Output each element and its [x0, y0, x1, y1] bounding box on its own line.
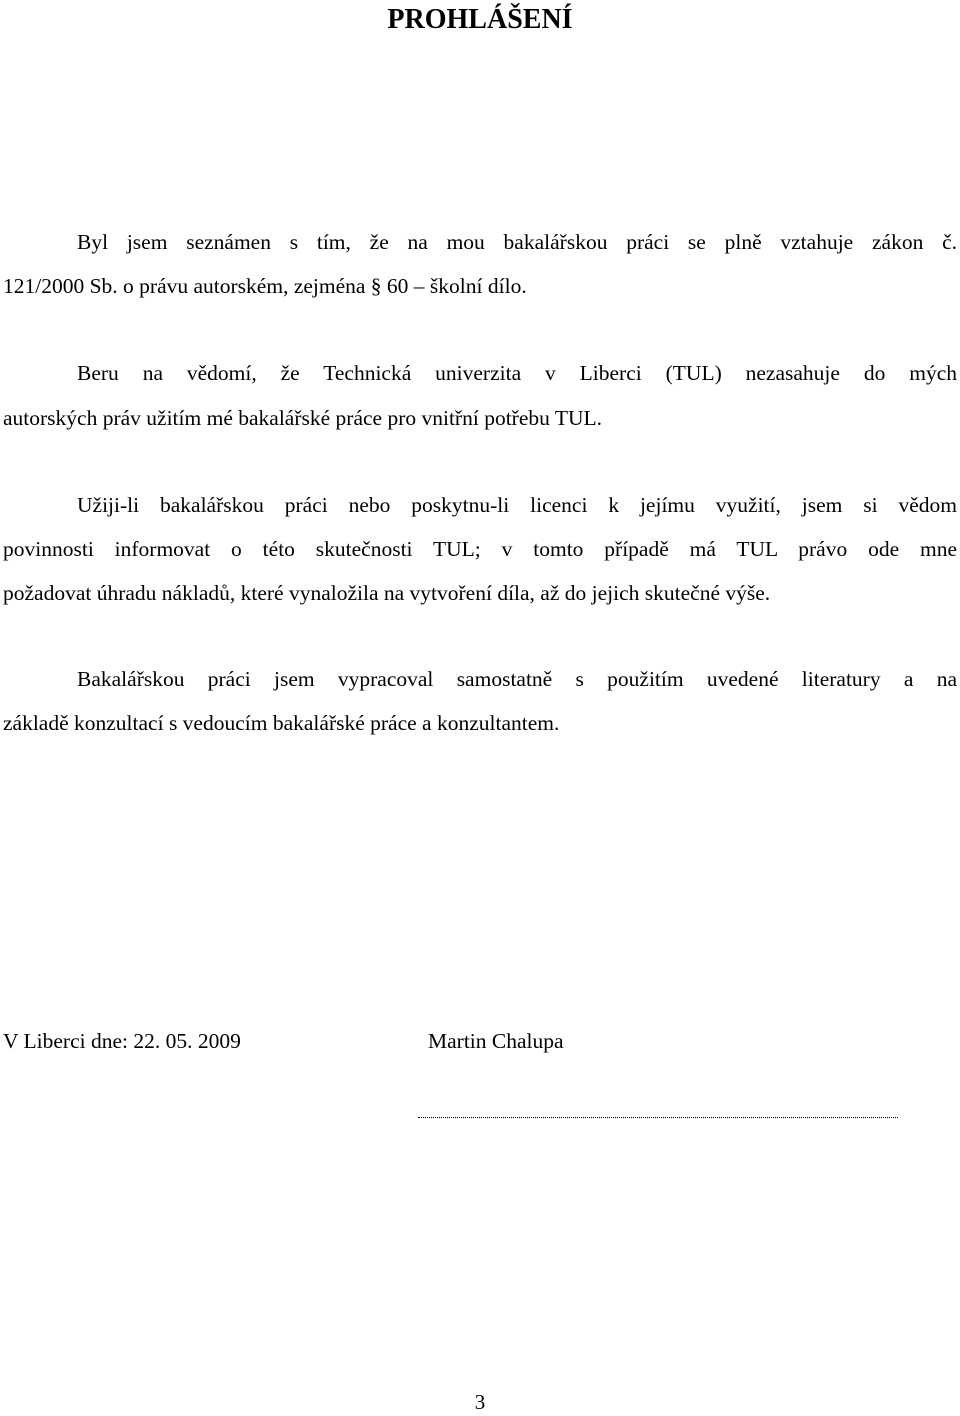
paragraph-3-line-3: požadovat úhradu nákladů, které vynaložila na vytvoření díla, až do jejich skutečné výše. [3, 581, 771, 605]
page-number: 3 [474, 1390, 486, 1414]
place-and-date: V Liberci dne: 22. 05. 2009 [3, 1029, 241, 1053]
paragraph-4-line-2: základě konzultací s vedoucím bakalářské práce a konzultantem. [3, 711, 560, 735]
paragraph-1-line-1: Byl jsem seznámen s tím, že na mou bakalářskou práci se plně vztahuje zákon č. [77, 230, 957, 254]
paragraph-4-line-1: Bakalářskou práci jsem vypracoval samostatně s použitím uvedené literatury a na [77, 667, 957, 691]
page-title: PROHLÁŠENÍ [387, 4, 573, 35]
paragraph-3-line-2: povinnosti informovat o této skutečnosti TUL; v tomto případě má TUL právo ode mne [3, 537, 957, 561]
author-name: Martin Chalupa [428, 1029, 564, 1053]
paragraph-2-line-2: autorských práv užitím mé bakalářské práce pro vnitřní potřebu TUL. [3, 406, 603, 430]
paragraph-3-line-1: Užiji-li bakalářskou práci nebo poskytnu-li licenci k jejímu využití, jsem si vědom [77, 493, 957, 517]
paragraph-2-line-1: Beru na vědomí, že Technická univerzita v Liberci (TUL) nezasahuje do mých [77, 361, 957, 385]
paragraph-1-line-2: 121/2000 Sb. o právu autorském, zejména § 60 – školní dílo. [3, 274, 527, 298]
signature-line [418, 1117, 898, 1118]
